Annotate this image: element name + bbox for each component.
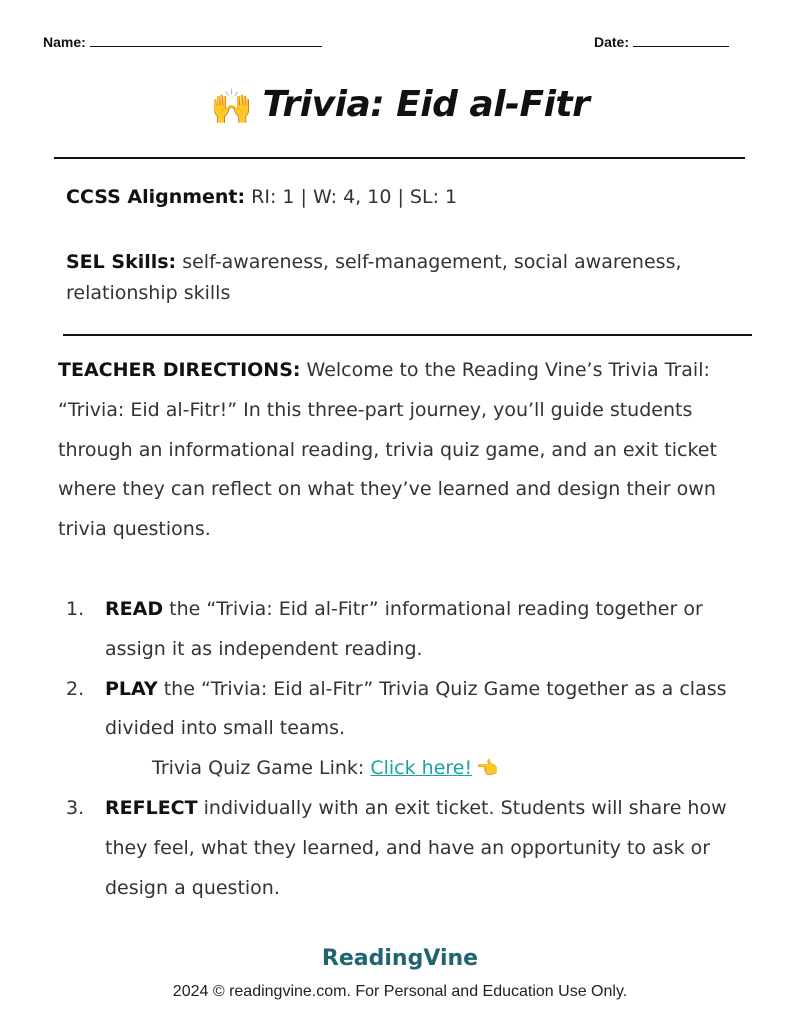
step-keyword: REFLECT xyxy=(105,796,198,819)
list-item xyxy=(58,670,758,750)
list-item xyxy=(58,789,758,908)
name-blank-line[interactable] xyxy=(90,34,322,47)
date-label: Date: xyxy=(594,34,630,50)
copyright-notice: 2024 © readingvine.com. For Personal and Education Use Only. xyxy=(172,983,628,1000)
name-field xyxy=(43,34,322,50)
directions-text: Welcome to the Reading Vine’s Trivia Trail: “Trivia: Eid al-Fitr!” In this three-part journey, you’ll guide students through an informational reading, trivia quiz game, and an exit ticket where they can reflect on what they’ve learned and design their own trivia questions. xyxy=(58,359,717,541)
step-number: 3. xyxy=(66,796,85,819)
raising-hands-icon: 🙌 xyxy=(210,87,253,127)
divider xyxy=(63,334,752,336)
ccss-value: RI: 1 | W: 4, 10 | SL: 1 xyxy=(245,186,458,208)
step-keyword: PLAY xyxy=(105,677,158,700)
readingvine-logo: ReadingVine xyxy=(321,946,479,971)
list-item xyxy=(58,590,758,670)
quiz-link-label: Trivia Quiz Game Link: xyxy=(152,757,371,780)
page-title xyxy=(0,84,800,127)
teacher-directions xyxy=(58,351,758,550)
steps-list xyxy=(58,590,758,908)
title-text: Trivia: Eid al-Fitr xyxy=(262,84,590,125)
directions-label: TEACHER DIRECTIONS: xyxy=(58,359,301,381)
sel-label: SEL Skills: xyxy=(66,251,177,273)
pointing-left-hand-icon: 👈 xyxy=(476,758,499,780)
name-label: Name: xyxy=(43,34,86,50)
step-text: the “Trivia: Eid al-Fitr” informational reading together or assign it as independent reading. xyxy=(105,598,703,660)
step-number: 2. xyxy=(66,677,85,700)
step-number: 1. xyxy=(66,598,85,620)
date-field xyxy=(594,34,729,50)
sel-skills xyxy=(66,247,746,309)
date-blank-line[interactable] xyxy=(633,34,729,47)
ccss-alignment xyxy=(66,186,457,208)
quiz-game-link[interactable]: Click here! xyxy=(370,757,473,780)
sel-value: self-awareness, self-management, social awareness, relationship skills xyxy=(66,251,682,304)
divider xyxy=(54,157,745,159)
quiz-link-line xyxy=(58,749,758,789)
step-text: the “Trivia: Eid al-Fitr” Trivia Quiz Game together as a class divided into small teams. xyxy=(105,677,727,740)
step-text: individually with an exit ticket. Students will share how they feel, what they learned, and have an opportunity to ask or design a question. xyxy=(105,796,727,899)
ccss-label: CCSS Alignment: xyxy=(66,186,246,208)
step-keyword: READ xyxy=(105,598,164,620)
